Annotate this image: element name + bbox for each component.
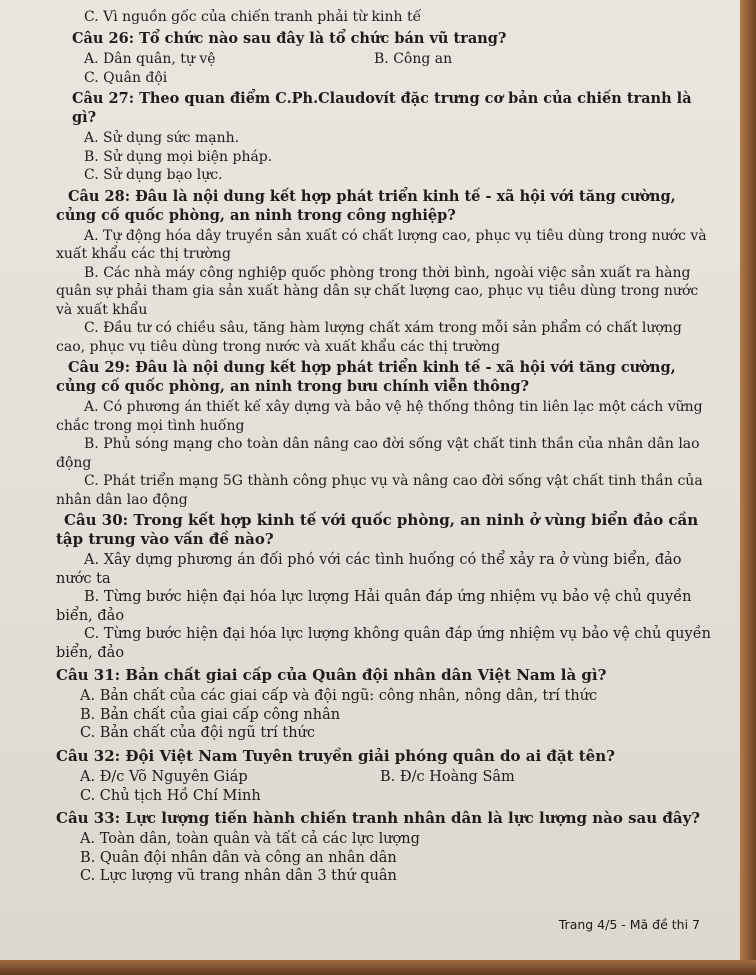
q26-title: Câu 26: Tổ chức nào sau đây là tổ chức bán vũ trang? <box>72 29 507 47</box>
q32-title: Câu 32: Đội Việt Nam Tuyên truyền giải phóng quân do ai đặt tên? <box>56 746 615 765</box>
page-footer: Trang 4/5 - Mã đề thi 7 <box>558 917 700 932</box>
q28-option-b: B. Các nhà máy công nghiệp quốc phòng trong thời bình, ngoài việc sản xuất ra hàng quân sự phải tham gia sản xuất hàng dân sự chất lượng cao, phục vụ tiêu dùng trong nước và xuất khẩu <box>56 264 699 318</box>
q27-option-c: C. Sử dụng bạo lực. <box>84 167 223 183</box>
q26-option-b: B. Công an <box>374 50 453 67</box>
q29-option-b: B. Phủ sóng mạng cho toàn dân nâng cao đời sống vật chất tinh thần của nhân dân lao động <box>56 436 700 471</box>
q26-option-a: A. Dân quân, tự vệ <box>84 50 216 67</box>
q29-option-a: A. Có phương án thiết kế xây dựng và bảo vệ hệ thống thông tin liên lạc một cách vững chắc trong mọi tình huống <box>56 399 703 434</box>
q32-option-a: A. Đ/c Võ Nguyên Giáp <box>80 768 248 785</box>
desk-edge-bottom <box>0 960 756 975</box>
q33-title: Câu 33: Lực lượng tiến hành chiến tranh nhân dân là lực lượng nào sau đây? <box>56 809 701 827</box>
q31-option-a: A. Bản chất của các giai cấp và đội ngũ: công nhân, nông dân, trí thức <box>80 688 598 704</box>
q26-options-row <box>84 50 712 69</box>
q31-option-c: C. Bản chất của đội ngũ trí thức <box>80 725 315 741</box>
q29-title: Câu 29: Đâu là nội dung kết hợp phát triển kinh tế - xã hội với tăng cường, củng cố quốc phòng, an ninh trong bưu chính viễn thông? <box>56 359 676 395</box>
q32-option-b: B. Đ/c Hoàng Sâm <box>380 768 515 785</box>
q31-title: Câu 31: Bản chất giai cấp của Quân đội nhân dân Việt Nam là gì? <box>56 666 607 684</box>
q28-option-c: C. Đầu tư có chiều sâu, tăng hàm lượng chất xám trong mỗi sản phẩm có chất lượng cao, phục vụ tiêu dùng trong nước và xuất khẩu các thị trường <box>56 320 682 355</box>
q30-option-b: B. Từng bước hiện đại hóa lực lượng Hải quân đáp ứng nhiệm vụ bảo vệ chủ quyền biển, đảo <box>56 589 692 624</box>
q30-option-a: A. Xây dựng phương án đối phó với các tình huống có thể xảy ra ở vùng biển, đảo nước ta <box>56 552 682 587</box>
q26-option-c: C. Quân đội <box>84 69 168 86</box>
q32-options-row <box>80 768 712 787</box>
q30-title: Câu 30: Trong kết hợp kinh tế với quốc phòng, an ninh ở vùng biển đảo cần tập trung vào vấn đề nào? <box>56 511 699 548</box>
q27-option-b: B. Sử dụng mọi biện pháp. <box>84 148 273 165</box>
q33-option-a: A. Toàn dân, toàn quân và tất cả các lực lượng <box>80 831 420 847</box>
q28-title: Câu 28: Đâu là nội dung kết hợp phát triển kinh tế - xã hội với tăng cường, củng cố quốc phòng, an ninh trong công nghiệp? <box>56 187 676 224</box>
q28-option-a: A. Tự động hóa dây truyền sản xuất có chất lượng cao, phục vụ tiêu dùng trong nước và xuất khẩu các thị trường <box>56 227 707 262</box>
q31-option-b: B. Bản chất của giai cấp công nhân <box>80 706 341 723</box>
q25-option-c: C. Vì nguồn gốc của chiến tranh phải từ kinh tế <box>84 9 422 25</box>
q33-option-c: C. Lực lượng vũ trang nhân dân 3 thứ quân <box>80 868 397 884</box>
q30-option-c: C. Từng bước hiện đại hóa lực lượng không quân đáp ứng nhiệm vụ bảo vệ chủ quyền biển, đảo <box>56 626 711 661</box>
q29-option-c: C. Phát triển mạng 5G thành công phục vụ và nâng cao đời sống vật chất tinh thần của nhân dân lao động <box>56 473 703 508</box>
q32-option-c: C. Chủ tịch Hồ Chí Minh <box>80 787 261 804</box>
q27-option-a: A. Sử dụng sức mạnh. <box>84 130 240 146</box>
q33-option-b: B. Quân đội nhân dân và công an nhân dân <box>80 849 397 866</box>
q27-title: Câu 27: Theo quan điểm C.Ph.Claudovít đặc trưng cơ bản của chiến tranh là gì? <box>72 90 692 126</box>
desk-edge-right <box>740 0 756 975</box>
